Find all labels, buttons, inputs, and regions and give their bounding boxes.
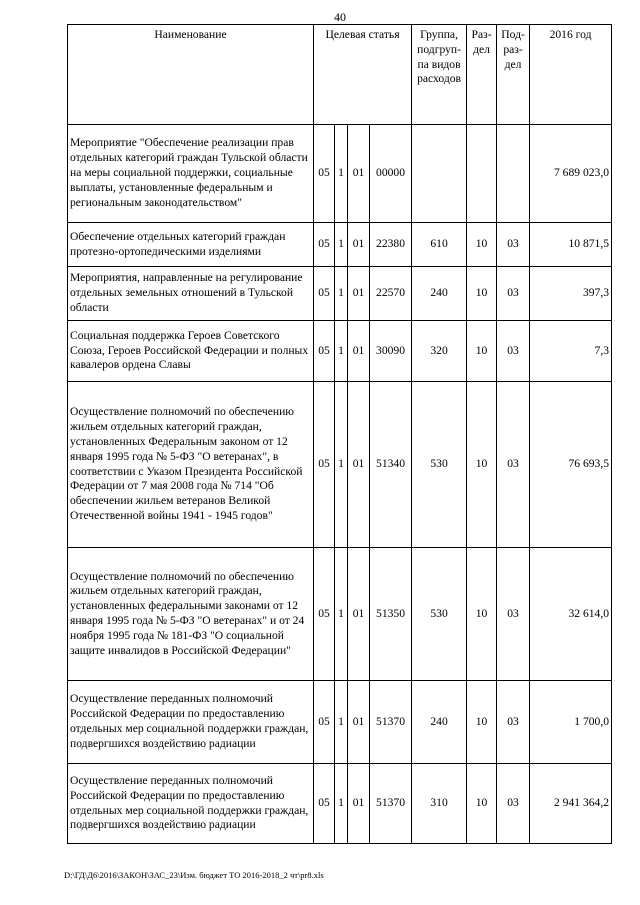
row-section: 10 <box>467 681 497 764</box>
header-target: Целевая статья <box>314 25 412 125</box>
row-subsection <box>497 125 530 223</box>
header-row <box>68 25 612 125</box>
header-subsection: Под-раз-дел <box>497 25 530 125</box>
row-amount: 397,3 <box>530 267 612 321</box>
row-code-direction: 00000 <box>370 125 412 223</box>
row-code-measure: 01 <box>348 681 370 764</box>
budget-table <box>67 24 612 844</box>
row-amount: 32 614,0 <box>530 548 612 681</box>
row-group: 240 <box>412 681 467 764</box>
row-subsection: 03 <box>497 548 530 681</box>
row-code-measure: 01 <box>348 267 370 321</box>
row-subsection: 03 <box>497 267 530 321</box>
row-group: 310 <box>412 764 467 844</box>
row-code-subprogram: 1 <box>335 382 348 548</box>
table-row <box>68 382 612 548</box>
row-section: 10 <box>467 764 497 844</box>
row-code-direction: 22570 <box>370 267 412 321</box>
row-section: 10 <box>467 267 497 321</box>
row-group <box>412 125 467 223</box>
row-subsection: 03 <box>497 321 530 382</box>
row-subsection: 03 <box>497 681 530 764</box>
row-code-program: 05 <box>314 764 335 844</box>
row-section: 10 <box>467 321 497 382</box>
page-number: 40 <box>334 10 346 24</box>
row-group: 530 <box>412 382 467 548</box>
table-row <box>68 223 612 267</box>
row-code-direction: 30090 <box>370 321 412 382</box>
row-group: 610 <box>412 223 467 267</box>
row-code-subprogram: 1 <box>335 681 348 764</box>
row-amount: 7,3 <box>530 321 612 382</box>
row-code-program: 05 <box>314 548 335 681</box>
row-code-subprogram: 1 <box>335 267 348 321</box>
row-name: Осуществление переданных полномочий Российской Федерации по предоставлению отдельных мер социальной поддержки граждан, подвергшихся воздействию радиации <box>68 764 314 844</box>
row-code-subprogram: 1 <box>335 125 348 223</box>
row-name: Обеспечение отдельных категорий граждан протезно-ортопедическими изделиями <box>68 223 314 267</box>
row-group: 320 <box>412 321 467 382</box>
row-group: 530 <box>412 548 467 681</box>
file-path-footer: D:\ГД\Д6\2016\ЗАКОН\ЗАС_23\Изм. бюджет ТО 2016-2018_2 чт\pr8.xls <box>64 870 324 880</box>
header-group: Группа, подгруп-па видов расходов <box>412 25 467 125</box>
header-name: Наименование <box>68 25 314 125</box>
row-amount: 10 871,5 <box>530 223 612 267</box>
row-code-program: 05 <box>314 681 335 764</box>
row-code-subprogram: 1 <box>335 548 348 681</box>
row-code-direction: 51370 <box>370 681 412 764</box>
row-code-direction: 51350 <box>370 548 412 681</box>
row-code-direction: 51340 <box>370 382 412 548</box>
row-code-measure: 01 <box>348 223 370 267</box>
row-amount: 7 689 023,0 <box>530 125 612 223</box>
row-section <box>467 125 497 223</box>
row-code-subprogram: 1 <box>335 764 348 844</box>
row-name: Осуществление переданных полномочий Российской Федерации по предоставлению отдельных мер социальной поддержки граждан, подвергшихся воздействию радиации <box>68 681 314 764</box>
row-amount: 76 693,5 <box>530 382 612 548</box>
row-code-program: 05 <box>314 267 335 321</box>
row-amount: 1 700,0 <box>530 681 612 764</box>
row-code-measure: 01 <box>348 321 370 382</box>
row-name: Мероприятие "Обеспечение реализации прав отдельных категорий граждан Тульской области на меры социальной поддержки, социальные выплаты, установленные федеральным и региональным законодательством" <box>68 125 314 223</box>
row-name: Социальная поддержка Героев Советского Союза, Героев Российской Федерации и полных кавалеров ордена Славы <box>68 321 314 382</box>
row-code-program: 05 <box>314 125 335 223</box>
row-section: 10 <box>467 382 497 548</box>
row-section: 10 <box>467 548 497 681</box>
table-row <box>68 267 612 321</box>
header-section: Раз-дел <box>467 25 497 125</box>
row-subsection: 03 <box>497 223 530 267</box>
row-name: Мероприятия, направленные на регулирование отдельных земельных отношений в Тульской области <box>68 267 314 321</box>
row-group: 240 <box>412 267 467 321</box>
row-code-measure: 01 <box>348 764 370 844</box>
row-code-program: 05 <box>314 223 335 267</box>
row-subsection: 03 <box>497 764 530 844</box>
row-code-measure: 01 <box>348 382 370 548</box>
row-name: Осуществление полномочий по обеспечению жильем отдельных категорий граждан, установленных федеральными законами от 12 января 1995 года № 5-ФЗ "О ветеранах" и от 24 ноября 1995 года № 181-ФЗ "О социальной защите инвалидов в Российской Федерации" <box>68 548 314 681</box>
row-code-program: 05 <box>314 382 335 548</box>
row-amount: 2 941 364,2 <box>530 764 612 844</box>
table-row <box>68 548 612 681</box>
table-row <box>68 125 612 223</box>
row-code-direction: 22380 <box>370 223 412 267</box>
table-row <box>68 764 612 844</box>
row-code-program: 05 <box>314 321 335 382</box>
table-row <box>68 321 612 382</box>
header-year: 2016 год <box>530 25 612 125</box>
row-code-subprogram: 1 <box>335 321 348 382</box>
row-code-direction: 51370 <box>370 764 412 844</box>
row-section: 10 <box>467 223 497 267</box>
row-code-subprogram: 1 <box>335 223 348 267</box>
row-code-measure: 01 <box>348 125 370 223</box>
row-subsection: 03 <box>497 382 530 548</box>
row-name: Осуществление полномочий по обеспечению жильем отдельных категорий граждан, установленных Федеральным законом от 12 января 1995 года № 5-ФЗ "О ветеранах", в соответствии с Указом Президента Российской Федерации от 7 мая 2008 года № 714 "Об обеспечении жильем ветеранов Великой Отечественной войны 1941 - 1945 годов" <box>68 382 314 548</box>
table-row <box>68 681 612 764</box>
row-code-measure: 01 <box>348 548 370 681</box>
